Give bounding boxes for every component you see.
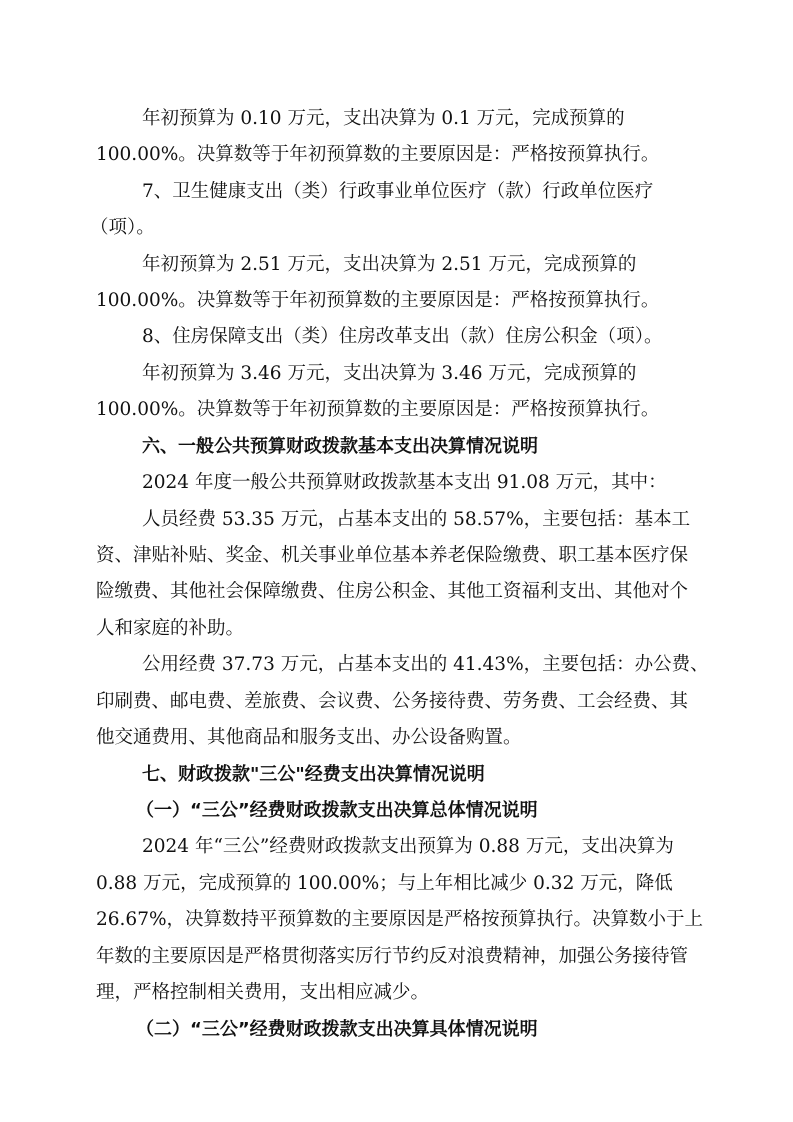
text-line: 2024 年“三公”经费财政拨款支出预算为 0.88 万元，支出决算为 [142,836,674,857]
text-line: 100.00%。决算数等于年初预算数的主要原因是：严格按预算执行。 [96,290,660,311]
text-line: 公用经费 37.73 万元，占基本支出的 41.43%，主要包括：办公费、 [142,654,709,675]
section-heading-7: 七、财政拨款"三公"经费支出决算情况说明 [142,764,485,785]
text-line: 年初预算为 3.46 万元，支出决算为 3.46 万元，完成预算的 [142,363,637,384]
text-line: 他交通费用、其他商品和服务支出、办公设备购置。 [96,727,522,748]
text-line: 人员经费 53.35 万元，占基本支出的 58.57%，主要包括：基本工 [142,509,691,530]
text-line: 年数的主要原因是严格贯彻落实厉行节约反对浪费精神，加强公务接待管 [96,946,689,967]
subsection-heading-7-2: （二）“三公”经费财政拨款支出决算具体情况说明 [136,1019,538,1040]
text-line: 人和家庭的补助。 [96,618,245,639]
text-line: 险缴费、其他社会保障缴费、住房公积金、其他工资福利支出、其他对个 [96,581,689,602]
text-line: （项）。 [90,217,155,238]
text-line: 年初预算为 0.10 万元，支出决算为 0.1 万元，完成预算的 [142,108,625,129]
text-line: 理，严格控制相关费用，支出相应减少。 [96,982,430,1003]
text-line: 印刷费、邮电费、差旅费、会议费、公务接待费、劳务费、工会经费、其 [96,691,689,712]
text-line: 8、住房保障支出（类）住房改革支出（款）住房公积金（项）。 [142,326,663,347]
text-line: 100.00%。决算数等于年初预算数的主要原因是：严格按预算执行。 [96,144,660,165]
text-line: 100.00%。决算数等于年初预算数的主要原因是：严格按预算执行。 [96,399,660,420]
text-line: 7、卫生健康支出（类）行政事业单位医疗（款）行政单位医疗 [142,181,654,202]
text-line: 2024 年度一般公共预算财政拨款基本支出 91.08 万元，其中： [142,472,667,493]
section-heading-6: 六、一般公共预算财政拨款基本支出决算情况说明 [142,436,538,457]
text-line: 0.88 万元，完成预算的 100.00%；与上年相比减少 0.32 万元，降低 [96,873,673,894]
subsection-heading-7-1: （一）“三公”经费财政拨款支出决算总体情况说明 [136,800,538,821]
text-line: 年初预算为 2.51 万元，支出决算为 2.51 万元，完成预算的 [142,254,637,275]
text-line: 资、津贴补贴、奖金、机关事业单位基本养老保险缴费、职工基本医疗保 [96,545,689,566]
text-line: 26.67%，决算数持平预算数的主要原因是严格按预算执行。决算数小于上 [96,909,704,930]
